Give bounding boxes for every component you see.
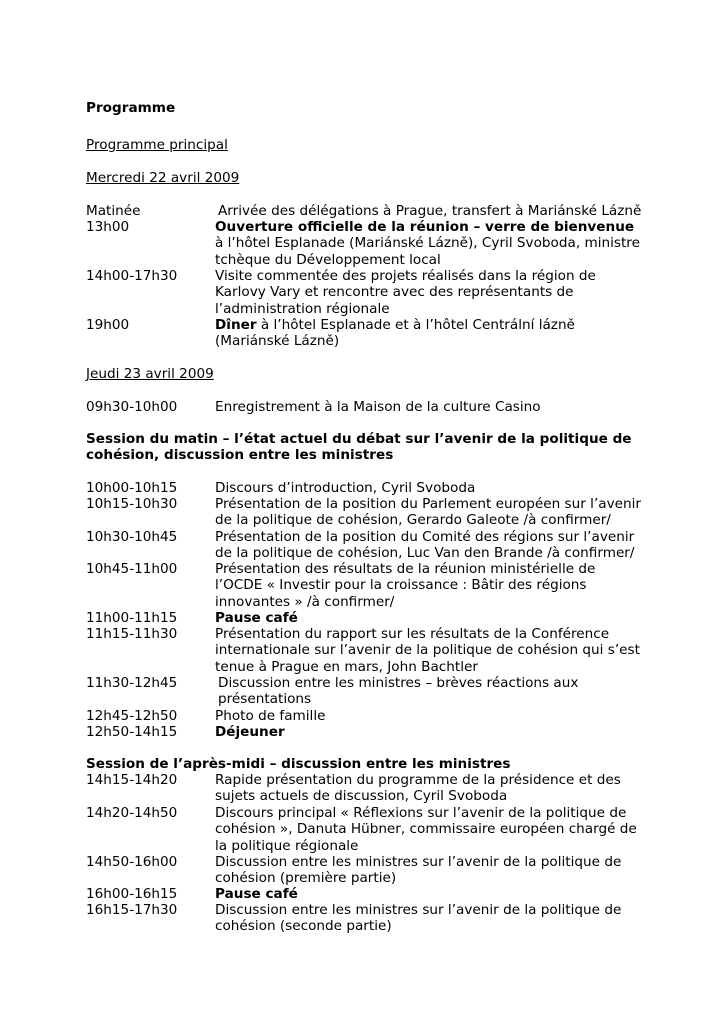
schedule-description — [215, 610, 646, 626]
schedule-time: 14h20-14h50 — [86, 805, 178, 821]
schedule-time: 16h00-16h15 — [86, 886, 178, 902]
schedule-bold-text: Pause café — [215, 886, 298, 902]
schedule-time: Matinée — [86, 203, 141, 219]
schedule-time: 12h50-14h15 — [86, 724, 178, 740]
day2-date: Jeudi 23 avril 2009 — [86, 366, 214, 382]
schedule-text: Discours d’introduction, Cyril Svoboda — [215, 480, 476, 496]
schedule-text: Rapide présentation du programme de la présidence et des sujets actuels de discussion, Cyril Svoboda — [215, 772, 621, 805]
schedule-text: Discours principal « Réflexions sur l’avenir de la politique de cohésion », Danuta Hübner, commissaire européen chargé de la politique régionale — [215, 805, 637, 854]
schedule-description — [215, 219, 646, 268]
schedule-description — [218, 675, 638, 708]
schedule-text: Présentation des résultats de la réunion ministérielle de l’OCDE « Investir pour la croissance : Bâtir des régions innovantes » /à confirmer/ — [215, 561, 596, 610]
schedule-text: Discussion entre les ministres sur l’avenir de la politique de cohésion (première partie) — [215, 854, 622, 887]
schedule-time: 12h45-12h50 — [86, 708, 178, 724]
schedule-text: Présentation du rapport sur les résultats de la Conférence internationale sur l’avenir de la politique de cohésion qui s’est tenue à Prague en mars, John Bachtler — [215, 626, 640, 675]
schedule-text: Présentation de la position du Comité des régions sur l’avenir de la politique de cohésion, Luc Van den Brande /à confirmer/ — [215, 529, 635, 562]
schedule-description — [215, 626, 646, 675]
schedule-description — [215, 724, 646, 740]
schedule-time: 11h00-11h15 — [86, 610, 178, 626]
schedule-time: 09h30-10h00 — [86, 399, 178, 415]
schedule-description — [215, 854, 646, 887]
schedule-time: 13h00 — [86, 219, 130, 235]
schedule-description — [215, 708, 646, 724]
schedule-description — [215, 886, 646, 902]
schedule-description — [215, 805, 646, 854]
session-heading-morning: Session du matin – l’état actuel du débat sur l’avenir de la politique de cohésion, discussion entre les ministres — [86, 431, 632, 464]
schedule-time: 10h45-11h00 — [86, 561, 178, 577]
schedule-time: 19h00 — [86, 317, 130, 333]
schedule-text: Présentation de la position du Parlement européen sur l’avenir de la politique de cohésion, Gerardo Galeote /à confirmer/ — [215, 496, 641, 529]
schedule-time: 16h15-17h30 — [86, 902, 178, 918]
schedule-description — [215, 399, 646, 415]
schedule-bold-text: Pause café — [215, 610, 298, 626]
schedule-description — [215, 496, 646, 529]
schedule-time: 10h30-10h45 — [86, 529, 178, 545]
schedule-description — [215, 480, 646, 496]
schedule-description — [215, 268, 646, 317]
schedule-description — [215, 317, 646, 350]
session-heading-afternoon: Session de l’après-midi – discussion entre les ministres — [86, 756, 511, 772]
day1-date: Mercredi 22 avril 2009 — [86, 170, 240, 186]
schedule-time: 11h30-12h45 — [86, 675, 178, 691]
schedule-description — [215, 772, 646, 805]
schedule-text: à l’hôtel Esplanade et à l’hôtel Centrální lázně (Mariánské Lázně) — [215, 317, 575, 350]
schedule-description — [215, 902, 646, 935]
schedule-bold-text: Déjeuner — [215, 724, 285, 740]
document-title: Programme — [86, 100, 176, 116]
schedule-text: Visite commentée des projets réalisés dans la région de Karlovy Vary et rencontre avec des représentants de l’administration régionale — [215, 268, 596, 317]
schedule-text: Enregistrement à la Maison de la culture Casino — [215, 399, 541, 415]
schedule-description — [215, 529, 646, 562]
schedule-time: 14h00-17h30 — [86, 268, 178, 284]
schedule-text: à l’hôtel Esplanade (Mariánské Lázně), Cyril Svoboda, ministre tchèque du Développement local — [215, 235, 640, 268]
schedule-bold-text: Dîner — [215, 317, 257, 333]
schedule-time: 10h15-10h30 — [86, 496, 178, 512]
schedule-time: 14h15-14h20 — [86, 772, 178, 788]
schedule-text: Photo de famille — [215, 708, 326, 724]
schedule-description — [215, 561, 646, 610]
schedule-description — [218, 203, 649, 219]
schedule-text: Discussion entre les ministres sur l’avenir de la politique de cohésion (seconde partie) — [215, 902, 622, 935]
schedule-time: 10h00-10h15 — [86, 480, 178, 496]
schedule-text: Arrivée des délégations à Prague, transfert à Mariánské Lázně — [218, 203, 642, 219]
document-subtitle: Programme principal — [86, 137, 228, 153]
schedule-time: 11h15-11h30 — [86, 626, 178, 642]
schedule-bold-text: Ouverture officielle de la réunion – verre de bienvenue — [215, 219, 635, 235]
schedule-time: 14h50-16h00 — [86, 854, 178, 870]
schedule-text: Discussion entre les ministres – brèves réactions aux présentations — [218, 675, 579, 708]
